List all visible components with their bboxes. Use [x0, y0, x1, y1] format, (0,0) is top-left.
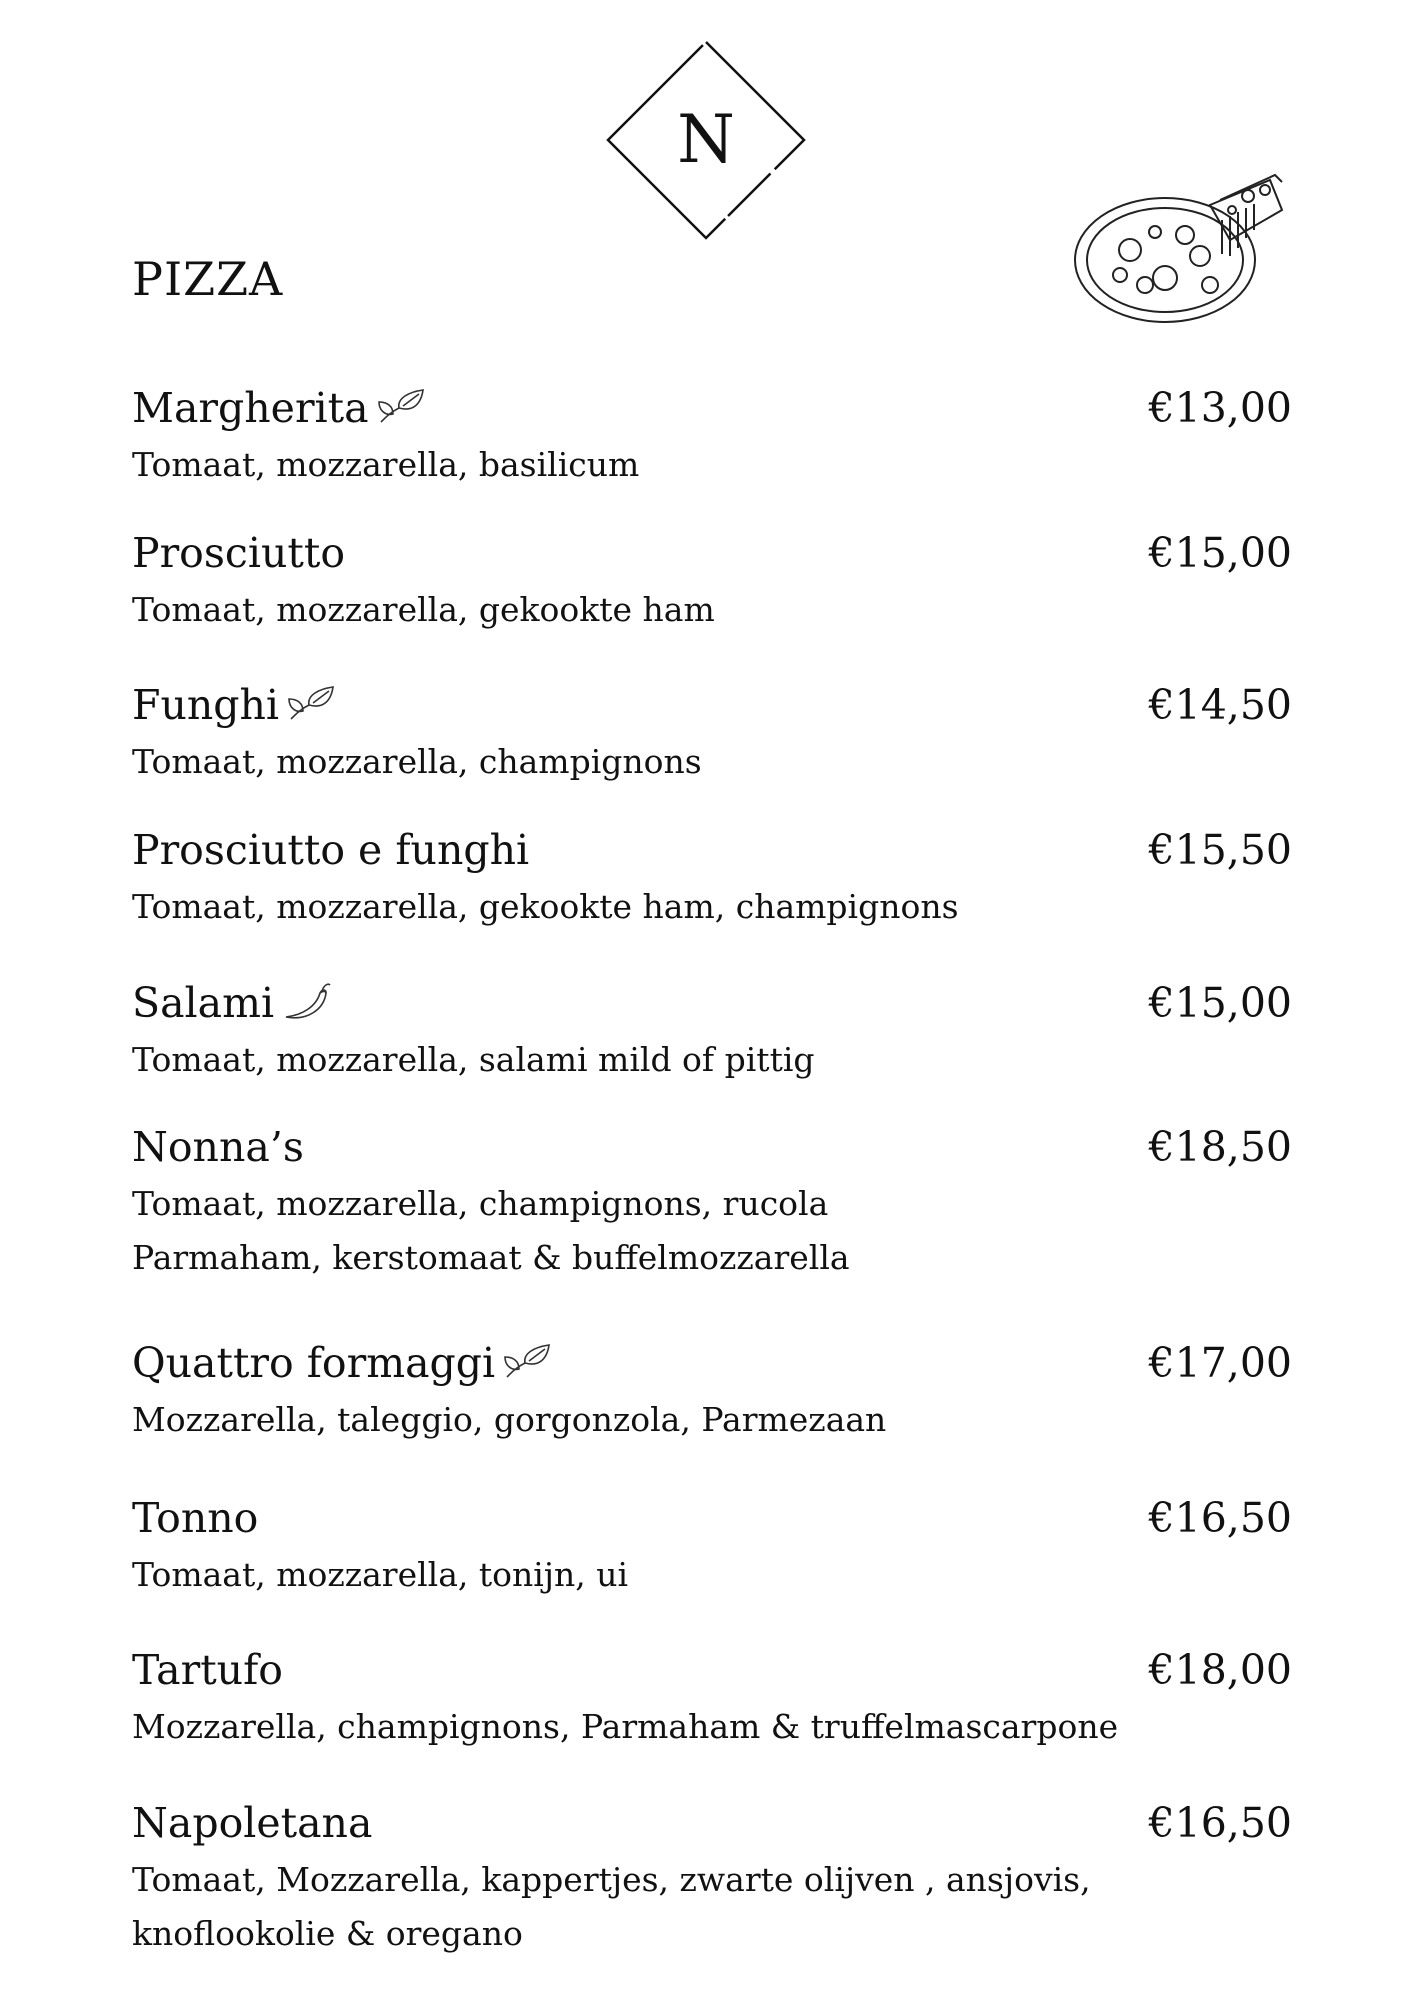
menu-item-price: €15,00 [1148, 529, 1292, 577]
menu-item-price: €15,50 [1148, 826, 1292, 874]
menu-item-name: Tartufo [132, 1646, 283, 1694]
section-title: PIZZA [132, 252, 284, 306]
menu-item-description: Tomaat, mozzarella, tonijn, ui [132, 1555, 629, 1594]
menu-item-description: Tomaat, mozzarella, basilicum [132, 445, 640, 484]
menu-item-header [132, 1793, 1292, 1853]
menu-item-header [132, 378, 1292, 438]
leaf-icon [285, 683, 337, 725]
menu-item-name: Margherita [132, 384, 369, 432]
menu-item [132, 1793, 1292, 1961]
menu-item-header [132, 1117, 1292, 1177]
leaf-icon [375, 386, 427, 428]
menu-item-name: Quattro formaggi [132, 1339, 496, 1387]
menu-item-description: Tomaat, mozzarella, champignons, rucola [132, 1184, 829, 1223]
menu-item [132, 973, 1292, 1087]
menu-item-price: €13,00 [1148, 384, 1292, 432]
menu-item-description: Parmaham, kerstomaat & buffelmozzarella [132, 1238, 850, 1277]
menu-item-header [132, 675, 1292, 735]
menu-item-description: Tomaat, mozzarella, salami mild of pittig [132, 1040, 815, 1079]
leaf-icon [501, 1341, 553, 1383]
menu-item-header [132, 1488, 1292, 1548]
menu-item-price: €18,50 [1148, 1123, 1292, 1171]
menu-item-description: Tomaat, mozzarella, gekookte ham, champignons [132, 887, 959, 926]
menu-item [132, 1333, 1292, 1447]
menu-item-header [132, 1333, 1292, 1393]
menu-item-name: Salami [132, 979, 275, 1027]
menu-item-name: Nonna’s [132, 1123, 304, 1171]
menu-item [132, 1117, 1292, 1285]
menu-item-description: Mozzarella, taleggio, gorgonzola, Parmezaan [132, 1400, 887, 1439]
menu-item [132, 675, 1292, 789]
menu-item-price: €18,00 [1148, 1646, 1292, 1694]
menu-item-header [132, 973, 1292, 1033]
menu-item-price: €17,00 [1148, 1339, 1292, 1387]
restaurant-logo [606, 40, 806, 240]
menu-item-description: Tomaat, mozzarella, gekookte ham [132, 590, 715, 629]
menu-item-name: Tonno [132, 1494, 259, 1542]
menu-item [132, 1488, 1292, 1602]
menu-item-description: Tomaat, Mozzarella, kappertjes, zwarte olijven , ansjovis, [132, 1860, 1091, 1899]
menu-item-price: €15,00 [1148, 979, 1292, 1027]
menu-item-description: knoflookolie & oregano [132, 1914, 523, 1953]
menu-item-name: Prosciutto [132, 529, 346, 577]
menu-item [132, 1640, 1292, 1754]
menu-item [132, 523, 1292, 637]
menu-item-header [132, 820, 1292, 880]
menu-item-description: Mozzarella, champignons, Parmaham & truffelmascarpone [132, 1707, 1119, 1746]
menu-item-name: Prosciutto e funghi [132, 826, 530, 874]
menu-item-description: Tomaat, mozzarella, champignons [132, 742, 702, 781]
menu-item-price: €14,50 [1148, 681, 1292, 729]
menu-item-name: Napoletana [132, 1799, 373, 1847]
menu-item-header [132, 1640, 1292, 1700]
menu-item-name: Funghi [132, 681, 280, 729]
menu-item-header [132, 523, 1292, 583]
menu-item [132, 820, 1292, 934]
chili-pepper-icon [280, 981, 332, 1023]
menu-item [132, 378, 1292, 492]
pizza-illustration [1070, 160, 1290, 340]
menu-item-price: €16,50 [1148, 1494, 1292, 1542]
menu-item-price: €16,50 [1148, 1799, 1292, 1847]
logo-letter: N [677, 101, 735, 178]
